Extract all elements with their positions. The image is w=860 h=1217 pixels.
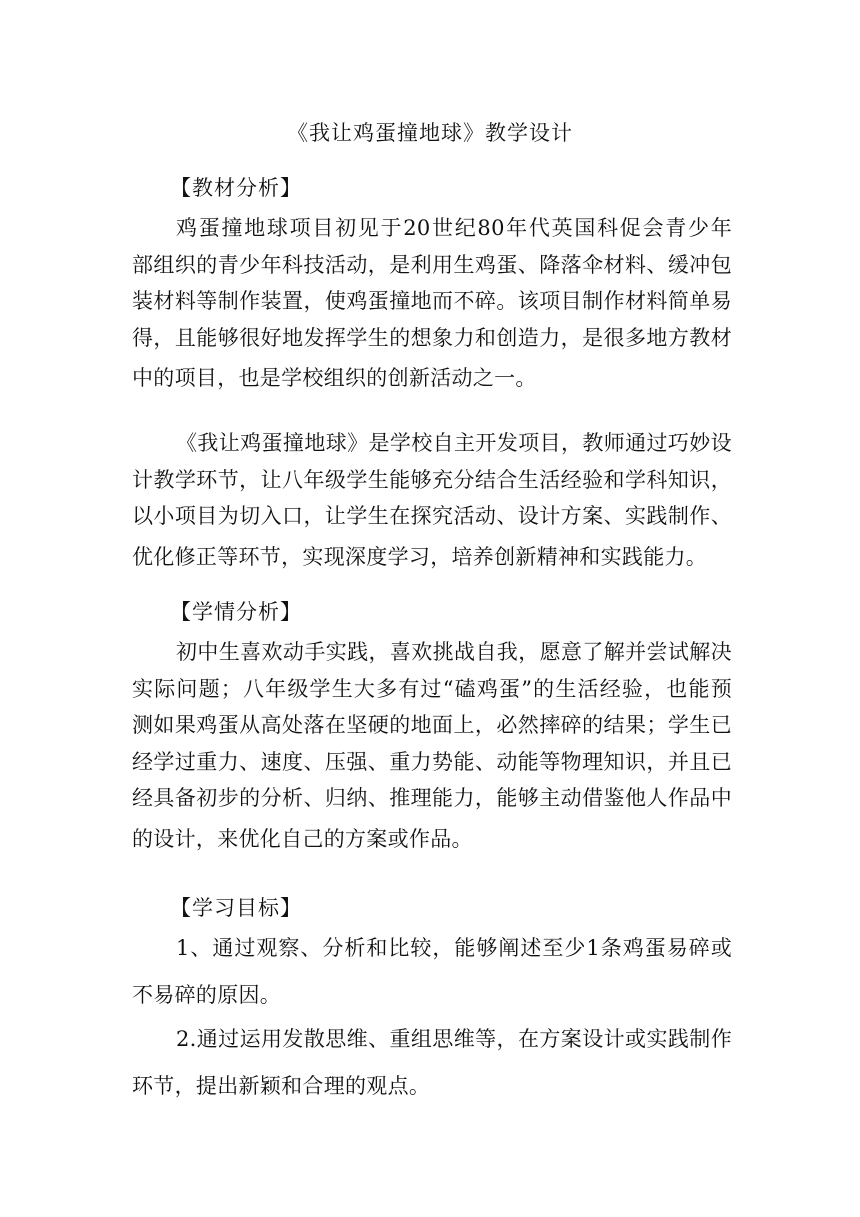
paragraph-line: 环节，提出新颖和合理的观点。 bbox=[132, 1073, 431, 1098]
paragraph-line: 初中生喜欢动手实践，喜欢挑战自我，愿意了解并尝试解决 bbox=[176, 640, 732, 664]
paragraph-line: 经学过重力、速度、压强、重力势能、动能等物理知识，并且已 bbox=[132, 749, 732, 774]
paragraph-line: 优化修正等环节，实现深度学习，培养创新精神和实践能力。 bbox=[132, 544, 708, 569]
learning-goal-1 bbox=[132, 930, 732, 1013]
paragraph-line: 1、通过观察、分析和比较，能够阐述至少1条鸡蛋易碎或 bbox=[176, 936, 732, 960]
paragraph-line: 计教学环节，让八年级学生能够充分结合生活经验和学科知识， bbox=[132, 467, 732, 492]
section-heading-textbook-analysis: 【教材分析】 bbox=[170, 176, 302, 200]
paragraph-line: 《我让鸡蛋撞地球》是学校自主开发项目，教师通过巧妙设 bbox=[176, 431, 732, 455]
paragraph-line: 部组织的青少年科技活动，是利用生鸡蛋、降落伞材料、缓冲包 bbox=[132, 252, 732, 277]
learning-goal-2 bbox=[132, 1021, 732, 1104]
paragraph-learner-analysis bbox=[132, 634, 732, 857]
document-title: 《我让鸡蛋撞地球》教学设计 bbox=[287, 121, 573, 145]
paragraph-line: 测如果鸡蛋从高处落在坚硬的地面上，必然摔碎的结果；学生已 bbox=[132, 713, 732, 737]
paragraph-line: 不易碎的原因。 bbox=[132, 982, 282, 1007]
paragraph-line: 鸡蛋撞地球项目初见于20世纪80年代英国科促会青少年 bbox=[176, 216, 732, 240]
paragraph-line: 得，且能够很好地发挥学生的想象力和创造力，是很多地方教材 bbox=[132, 325, 732, 350]
paragraph-line: 2.通过运用发散思维、重组思维等，在方案设计或实践制作 bbox=[176, 1027, 732, 1051]
paragraph-line: 经具备初步的分析、归纳、推理能力，能够主动借鉴他人作品中 bbox=[132, 786, 732, 810]
paragraph-textbook-analysis-1 bbox=[132, 210, 732, 397]
section-heading-learning-goals: 【学习目标】 bbox=[170, 896, 302, 920]
paragraph-line: 以小项目为切入口，让学生在探究活动、设计方案、实践制作、 bbox=[132, 504, 732, 528]
section-heading-learner-analysis: 【学情分析】 bbox=[170, 600, 302, 624]
paragraph-line: 中的项目，也是学校组织的创新活动之一。 bbox=[132, 366, 537, 390]
paragraph-line: 实际问题；八年级学生大多有过“磕鸡蛋”的生活经验，也能预 bbox=[132, 676, 732, 701]
paragraph-textbook-analysis-2 bbox=[132, 425, 732, 575]
paragraph-line: 的设计，来优化自己的方案或作品。 bbox=[132, 826, 473, 851]
paragraph-line: 装材料等制作装置，使鸡蛋撞地而不碎。该项目制作材料简单易 bbox=[132, 289, 732, 313]
